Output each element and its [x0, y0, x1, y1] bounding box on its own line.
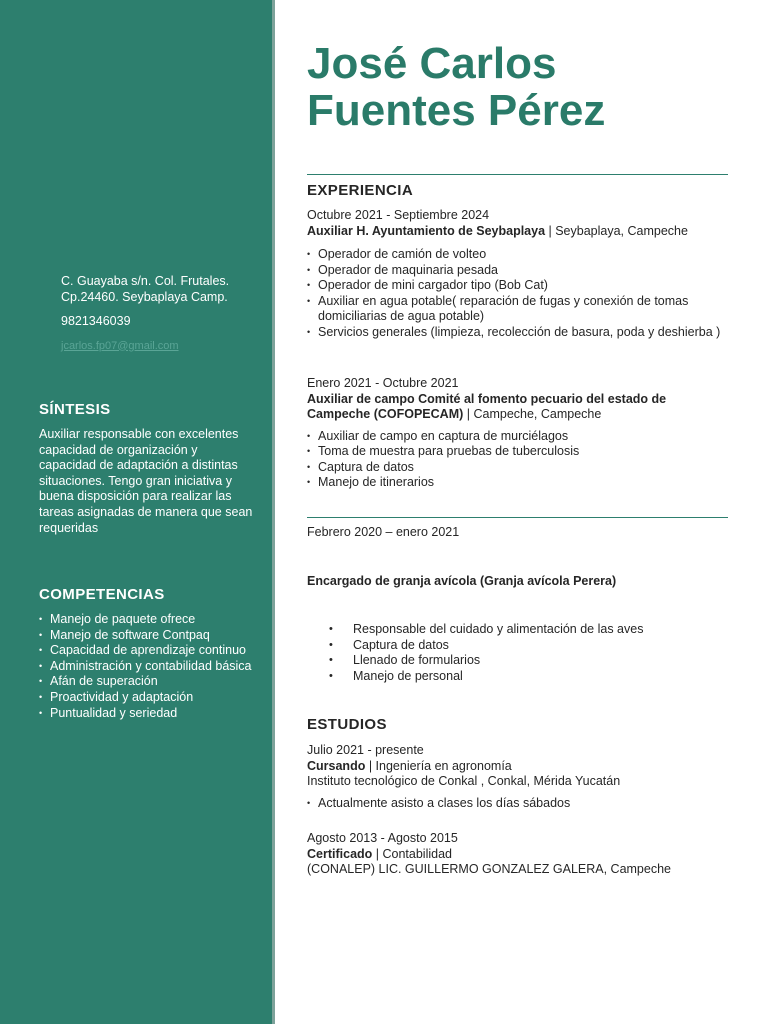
job-title: Auxiliar de campo Comité al fomento pecuario del estado de Campeche (COFOPECAM) — [307, 391, 667, 421]
list-item: • Administración y contabilidad básica — [39, 659, 254, 675]
estudios-heading: ESTUDIOS — [307, 716, 387, 733]
list-item: • Manejo de personal — [307, 669, 728, 685]
study-program-line — [307, 759, 728, 775]
contact-info — [61, 274, 261, 354]
list-item: • Manejo de paquete ofrece — [39, 612, 254, 628]
list-item: • Afán de superación — [39, 674, 254, 690]
job-location: | Seybaplaya, Campeche — [545, 223, 688, 238]
job-title-line — [307, 224, 728, 240]
list-item: • Operador de maquinaria pesada — [307, 263, 728, 279]
job-title: Encargado de granja avícola (Granja avícola Perera) — [307, 573, 617, 588]
list-item: • Proactividad y adaptación — [39, 690, 254, 706]
name-line-1: José Carlos — [307, 39, 557, 88]
competencias-heading: COMPETENCIAS — [39, 586, 165, 603]
study-program: | Contabilidad — [372, 846, 452, 861]
job-duties — [307, 622, 728, 684]
job-title-line — [307, 574, 728, 590]
study-dates: Julio 2021 - presente — [307, 743, 424, 757]
sintesis-heading: SÍNTESIS — [39, 401, 111, 418]
address — [61, 274, 261, 305]
experiencia-heading: EXPERIENCIA — [307, 182, 414, 199]
job-dates: Enero 2021 - Octubre 2021 — [307, 376, 459, 390]
list-item: • Servicios generales (limpieza, recolección de basura, poda y deshierba ) — [307, 325, 728, 341]
name-line-2: Fuentes Pérez — [307, 86, 606, 135]
list-item: • Capacidad de aprendizaje continuo — [39, 643, 254, 659]
list-item: • Llenado de formularios — [307, 653, 728, 669]
study-status: Cursando — [307, 758, 366, 773]
job-title-line — [307, 392, 728, 423]
list-item: • Operador de mini cargador tipo (Bob Cat) — [307, 278, 728, 294]
competencias-list — [39, 612, 254, 721]
list-item: • Manejo de software Contpaq — [39, 628, 254, 644]
competencias-section — [39, 586, 254, 721]
job-title: Auxiliar H. Ayuntamiento de Seybaplaya — [307, 223, 546, 238]
sidebar-edge — [272, 0, 275, 1024]
divider — [307, 174, 728, 175]
list-item: • Auxiliar de campo en captura de murciélagos — [307, 429, 728, 445]
study-entry — [307, 831, 728, 878]
list-item: • Manejo de itinerarios — [307, 475, 728, 491]
address-line-2: Cp.24460. Seybaplaya Camp. — [61, 289, 228, 304]
list-item: • Puntualidad y seriedad — [39, 706, 254, 722]
job-location: | Campeche, Campeche — [463, 407, 602, 421]
job-entry — [307, 208, 728, 340]
job-entry — [307, 525, 728, 684]
list-item: • Actualmente asisto a clases los días sábados — [307, 796, 728, 812]
job-dates: Octubre 2021 - Septiembre 2024 — [307, 208, 490, 222]
address-line-1: C. Guayaba s/n. Col. Frutales. — [61, 274, 230, 288]
study-entry — [307, 743, 728, 811]
job-dates: Febrero 2020 – enero 2021 — [307, 525, 460, 539]
study-program: | Ingeniería en agronomía — [365, 758, 512, 773]
sidebar — [0, 0, 275, 1024]
job-duties — [307, 429, 728, 491]
job-duties — [307, 247, 728, 340]
email-link[interactable]: jcarlos.fp07@gmail.com — [61, 339, 179, 352]
list-item: • Captura de datos — [307, 638, 728, 654]
list-item: • Responsable del cuidado y alimentación de las aves — [307, 622, 728, 638]
phone: 9821346039 — [61, 314, 131, 328]
study-school: Instituto tecnológico de Conkal , Conkal, Mérida Yucatán — [307, 774, 621, 788]
study-dates: Agosto 2013 - Agosto 2015 — [307, 831, 458, 845]
list-item: • Auxiliar en agua potable( reparación de fugas y conexión de tomas domiciliarias de agua potable) — [307, 294, 728, 325]
list-item: • Toma de muestra para pruebas de tuberculosis — [307, 444, 728, 460]
study-program-line — [307, 847, 728, 863]
study-school: (CONALEP) LIC. GUILLERMO GONZALEZ GALERA, Campeche — [307, 862, 671, 876]
list-item: • Captura de datos — [307, 460, 728, 476]
sintesis-section — [39, 401, 254, 536]
study-notes — [307, 796, 728, 812]
person-name — [307, 40, 728, 134]
job-entry — [307, 376, 728, 491]
divider — [307, 517, 728, 518]
list-item: • Operador de camión de volteo — [307, 247, 728, 263]
sintesis-text: Auxiliar responsable con excelentes capacidad de organización y capacidad de adaptación a distintas situaciones. Tengo gran iniciativa y buena disposición para realizar las tareas asignadas de manera que sean requeridas — [39, 427, 253, 535]
study-status: Certificado — [307, 846, 373, 861]
